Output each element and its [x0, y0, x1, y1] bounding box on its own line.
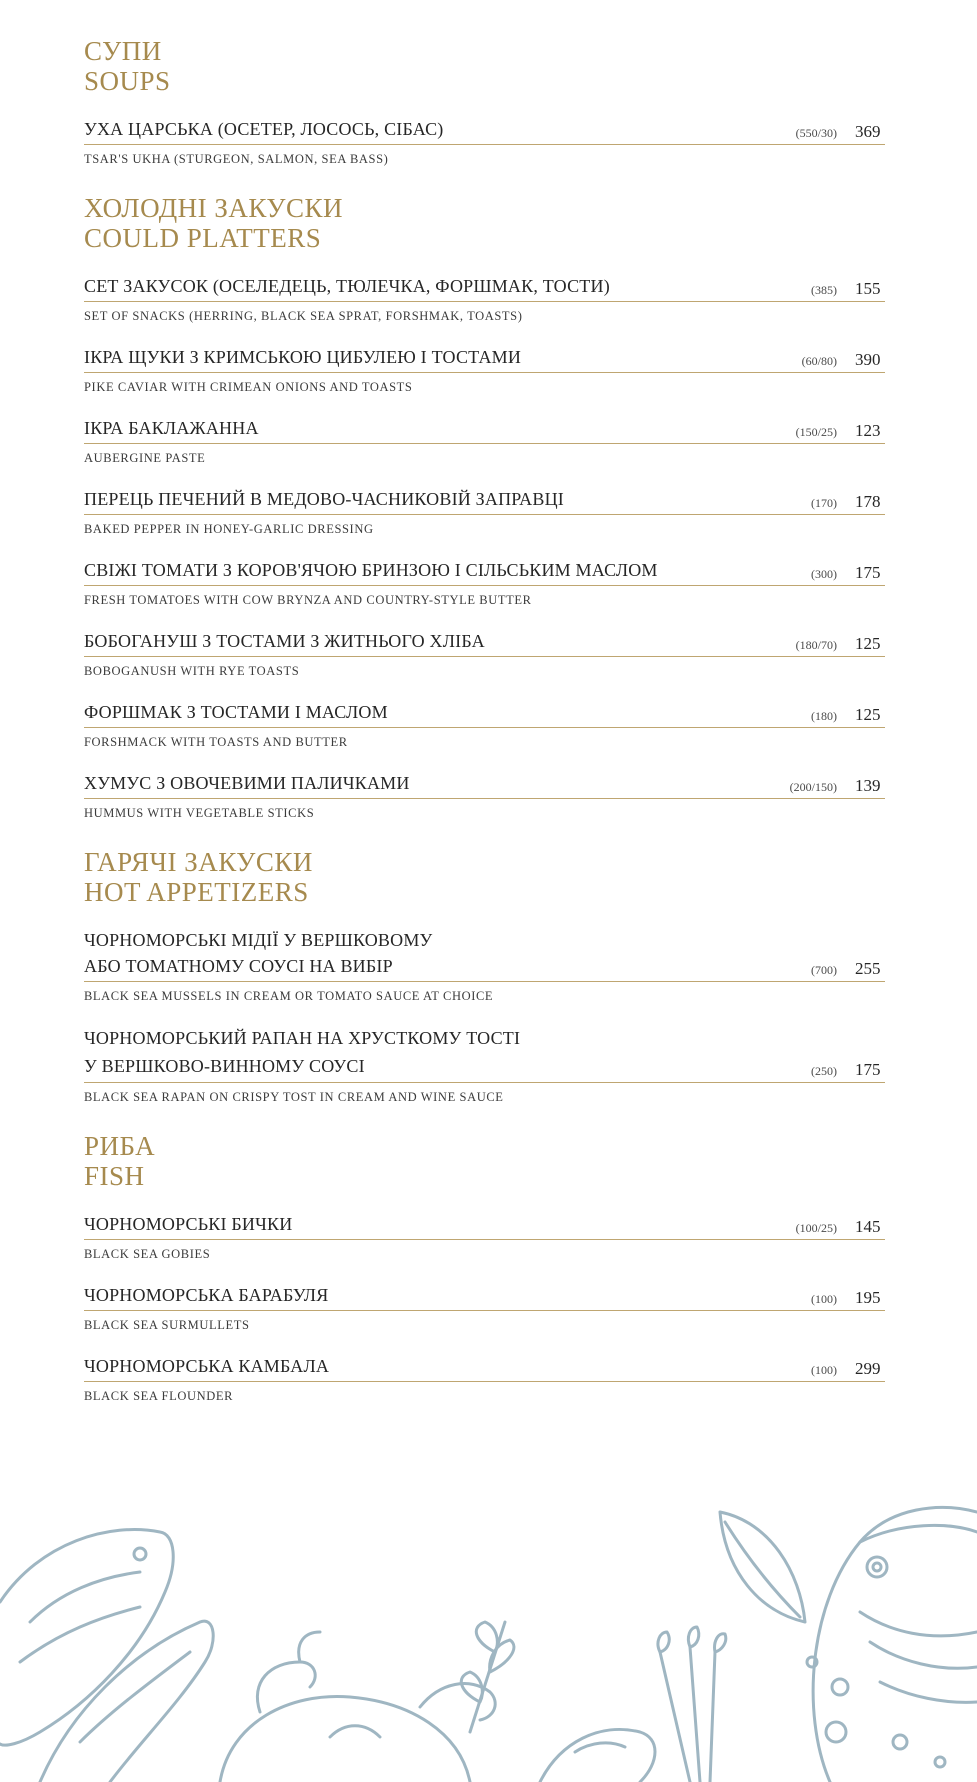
dish-name: [84, 628, 757, 654]
dish-name: [84, 116, 757, 142]
section-title: [84, 193, 885, 253]
menu-item-row: [84, 116, 885, 145]
section-hot-appetizers: [84, 847, 885, 1105]
menu-item-row: [84, 415, 885, 444]
dish-name-line: АБО ТОМАТНОМУ СОУСІ НА ВИБІР: [84, 956, 393, 976]
menu-item-row: [84, 770, 885, 799]
menu-item-row: [84, 344, 885, 373]
menu-item-row: [84, 557, 885, 586]
menu-item: [84, 927, 885, 1004]
dish-description: BLACK SEA FLOUNDER: [84, 1389, 234, 1403]
dish-weight: (100): [811, 1363, 837, 1377]
dish-price: 195: [855, 1288, 881, 1307]
dish-name-line: СЕТ ЗАКУСОК (ОСЕЛЕДЕЦЬ, ТЮЛЕЧКА, ФОРШМАК, ТОСТИ): [84, 276, 610, 296]
dish-description: BLACK SEA SURMULLETS: [84, 1318, 250, 1332]
dish-description: PIKE CAVIAR WITH CRIMEAN ONIONS AND TOASTS: [84, 380, 413, 394]
menu-item: [84, 273, 885, 324]
dish-name-line: ЧОРНОМОРСЬКИЙ РАПАН НА ХРУСТКОМУ ТОСТІ: [84, 1028, 521, 1048]
dish-name-line: ПЕРЕЦЬ ПЕЧЕНИЙ В МЕДОВО-ЧАСНИКОВІЙ ЗАПРАВЦІ: [84, 489, 564, 509]
dish-weight: (700): [811, 963, 837, 977]
menu-item-row: [84, 1282, 885, 1311]
dish-price: 175: [855, 1060, 881, 1079]
dish-name: [84, 415, 757, 441]
dish-weight: (170): [811, 496, 837, 510]
section-title: [84, 1131, 885, 1191]
dish-price: 369: [855, 122, 881, 141]
menu-item: [84, 770, 885, 821]
dish-description: BLACK SEA RAPAN ON CRISPY TOST IN CREAM AND WINE SAUCE: [84, 1090, 504, 1104]
dish-name: [84, 1024, 757, 1080]
menu-item-row: [84, 628, 885, 657]
menu-item-row: [84, 486, 885, 515]
dish-weight: (180): [811, 709, 837, 723]
section-fish: [84, 1131, 885, 1404]
dish-name-line: ІКРА БАКЛАЖАННА: [84, 418, 259, 438]
section-title: [84, 36, 885, 96]
dish-description: BLACK SEA GOBIES: [84, 1247, 211, 1261]
menu-item: [84, 415, 885, 466]
dish-name-line: СВІЖІ ТОМАТИ З КОРОВ'ЯЧОЮ БРИНЗОЮ І СІЛЬСЬКИМ МАСЛОМ: [84, 560, 658, 580]
dish-name-line: ХУМУС З ОВОЧЕВИМИ ПАЛИЧКАМИ: [84, 773, 410, 793]
dish-description: FORSHMACK WITH TOASTS AND BUTTER: [84, 735, 348, 749]
dish-name-line: УХА ЦАРСЬКА (ОСЕТЕР, ЛОСОСЬ, СІБАС): [84, 119, 444, 139]
section-title-ua: ХОЛОДНІ ЗАКУСКИ: [84, 193, 344, 223]
menu-item-row: [84, 699, 885, 728]
menu-item-row: [84, 1211, 885, 1240]
dish-weight: (250): [811, 1064, 837, 1078]
dish-name-line: БОБОГАНУШ З ТОСТАМИ З ЖИТНЬОГО ХЛІБА: [84, 631, 485, 651]
dish-weight: (180/70): [795, 638, 837, 652]
dish-description: SET OF SNACKS (HERRING, BLACK SEA SPRAT, FORSHMAK, TOASTS): [84, 309, 523, 323]
menu-item: [84, 699, 885, 750]
dish-price: 178: [855, 492, 881, 511]
dish-weight: (200/150): [789, 780, 837, 794]
menu-item-row: [84, 927, 885, 982]
dish-description: AUBERGINE PASTE: [84, 451, 206, 465]
dish-name-line: ЧОРНОМОРСЬКА КАМБАЛА: [84, 1356, 330, 1376]
section-title-ua: ГАРЯЧІ ЗАКУСКИ: [84, 847, 313, 877]
dish-price: 299: [855, 1359, 881, 1378]
dish-name-line: У ВЕРШКОВО-ВИННОМУ СОУСІ: [84, 1056, 365, 1076]
dish-description: BOBOGANUSH WITH RYE TOASTS: [84, 664, 300, 678]
menu-item: [84, 557, 885, 608]
dish-weight: (100/25): [795, 1221, 837, 1235]
menu-item: [84, 628, 885, 679]
section-title-en: HOT APPETIZERS: [84, 877, 309, 907]
menu-item-row: [84, 273, 885, 302]
section-title-ua: РИБА: [84, 1131, 156, 1161]
dish-name: [84, 557, 757, 583]
dish-price: 155: [855, 279, 881, 298]
menu-item: [84, 344, 885, 395]
dish-name: [84, 699, 757, 725]
dish-price: 175: [855, 563, 881, 582]
menu-item: [84, 1211, 885, 1262]
section-cold-platters: [84, 193, 885, 821]
dish-description: BAKED PEPPER IN HONEY-GARLIC DRESSING: [84, 522, 374, 536]
dish-description: HUMMUS WITH VEGETABLE STICKS: [84, 806, 315, 820]
menu-item: [84, 1024, 885, 1105]
dish-name-line: ЧОРНОМОРСЬКІ БИЧКИ: [84, 1214, 293, 1234]
section-title-en: COULD PLATTERS: [84, 223, 322, 253]
dish-description: BLACK SEA MUSSELS IN CREAM OR TOMATO SAUCE AT CHOICE: [84, 989, 494, 1003]
menu-item: [84, 486, 885, 537]
dish-weight: (150/25): [795, 425, 837, 439]
seafood-illustration-icon: [0, 1482, 977, 1782]
dish-price: 255: [855, 959, 881, 978]
menu-item: [84, 116, 885, 167]
section-title: [84, 847, 885, 907]
section-title-en: FISH: [84, 1161, 145, 1191]
dish-name-line: ЧОРНОМОРСЬКА БАРАБУЛЯ: [84, 1285, 329, 1305]
dish-description: TSAR'S UKHA (STURGEON, SALMON, SEA BASS): [84, 152, 389, 166]
dish-name: [84, 344, 757, 370]
dish-price: 145: [855, 1217, 881, 1236]
menu-item: [84, 1353, 885, 1404]
dish-weight: (550/30): [795, 126, 837, 140]
dish-name: [84, 927, 757, 979]
dish-name: [84, 486, 757, 512]
dish-price: 125: [855, 634, 881, 653]
dish-price: 139: [855, 776, 881, 795]
dish-description: FRESH TOMATOES WITH COW BRYNZA AND COUNTRY-STYLE BUTTER: [84, 593, 532, 607]
dish-name-line: ЧОРНОМОРСЬКІ МІДІЇ У ВЕРШКОВОМУ: [84, 930, 433, 950]
dish-name: [84, 1282, 757, 1308]
menu-page: [84, 36, 885, 1430]
dish-weight: (100): [811, 1292, 837, 1306]
dish-name: [84, 273, 757, 299]
dish-name-line: ФОРШМАК З ТОСТАМИ І МАСЛОМ: [84, 702, 388, 722]
dish-weight: (60/80): [801, 354, 837, 368]
dish-name: [84, 1211, 757, 1237]
menu-item-row: [84, 1024, 885, 1083]
section-title-en: SOUPS: [84, 66, 171, 96]
dish-name-line: ІКРА ЩУКИ З КРИМСЬКОЮ ЦИБУЛЕЮ І ТОСТАМИ: [84, 347, 522, 367]
dish-name: [84, 770, 757, 796]
section-title-ua: СУПИ: [84, 36, 162, 66]
dish-weight: (385): [811, 283, 837, 297]
dish-price: 123: [855, 421, 881, 440]
menu-item: [84, 1282, 885, 1333]
dish-price: 390: [855, 350, 881, 369]
dish-name: [84, 1353, 757, 1379]
dish-price: 125: [855, 705, 881, 724]
menu-item-row: [84, 1353, 885, 1382]
dish-weight: (300): [811, 567, 837, 581]
section-soups: [84, 36, 885, 167]
